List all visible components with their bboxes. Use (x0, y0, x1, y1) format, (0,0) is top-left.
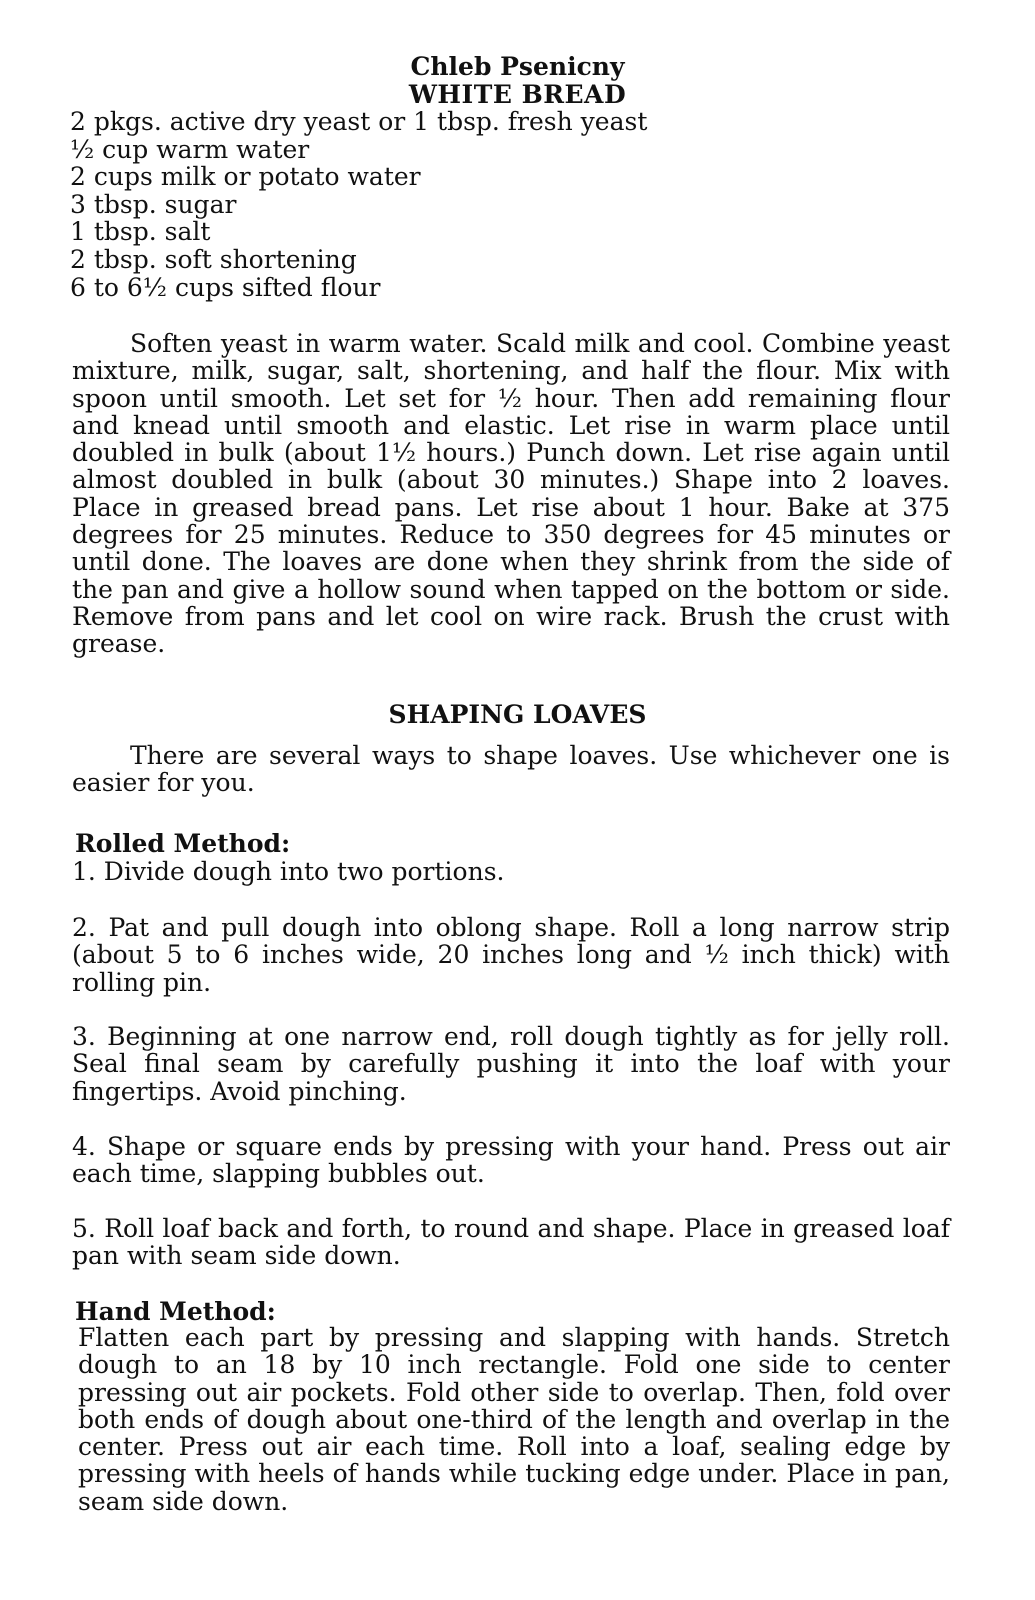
recipe-directions: Soften yeast in warm water. Scald milk and cool. Combine yeast mixture, milk, sugar, salt, shortening, and half the flour. Mix with spoon until smooth. Let set for ½ hour. Then add remaining flour and knead until smooth and elastic. Let rise in warm place until doubled in bulk (about 1½ hours.) Punch down. Let rise again until almost doubled in bulk (about 30 minutes.) Shape into 2 loaves. Place in greased bread pans. Let rise about 1 hour. Bake at 375 degrees for 25 minutes. Reduce to 350 degrees for 45 minutes or until done. The loaves are done when they shrink from the side of the pan and give a hollow sound when tapped on the bottom or side. Remove from pans and let cool on wire rack. Brush the crust with grease. (72, 329, 950, 659)
rolled-step: 5. Roll loaf back and forth, to round and shape. Place in greased loaf pan with seam side down. (72, 1214, 950, 1271)
ingredient-item: 1 tbsp. salt (70, 217, 211, 247)
rolled-step: 1. Divide dough into two portions. (72, 857, 505, 886)
ingredients-list (70, 108, 647, 301)
ingredient-item: ½ cup warm water (70, 134, 310, 164)
shaping-intro: There are several ways to shape loaves. Use whichever one is easier for you. (72, 741, 950, 798)
ingredient-item: 6 to 6½ cups sifted flour (70, 272, 381, 302)
ingredient-item: 3 tbsp. sugar (70, 189, 237, 219)
ingredient-item: 2 cups milk or potato water (70, 162, 421, 192)
rolled-method-heading: Rolled Method: (75, 829, 291, 858)
hand-method-text: Flatten each part by pressing and slapping with hands. Stretch dough to an 18 by 10 inch rectangle. Fold one side to center pressing out air pockets. Fold other side to overlap. Then, fold over both ends of dough about one-third of the length and overlap in the center. Press out air each time. Roll into a loaf, sealing edge by pressing with heels of hands while tucking edge under. Place in pan, seam side down. (78, 1323, 950, 1516)
ingredient-item: 2 pkgs. active dry yeast or 1 tbsp. fresh yeast (70, 107, 648, 136)
recipe-title-english: WHITE BREAD (408, 80, 627, 109)
rolled-step: 4. Shape or square ends by pressing with your hand. Press out air each time, slapping bubbles out. (72, 1132, 950, 1189)
ingredient-item: 2 tbsp. soft shortening (70, 244, 357, 274)
recipe-title-native: Chleb Psenicny (410, 52, 625, 81)
shaping-heading: SHAPING LOAVES (388, 700, 647, 729)
hand-method-heading: Hand Method: (75, 1297, 276, 1326)
rolled-step: 3. Beginning at one narrow end, roll dough tightly as for jelly roll. Seal final seam by carefully pushing it into the loaf with your fingertips. Avoid pinching. (72, 1022, 950, 1106)
rolled-step: 2. Pat and pull dough into oblong shape. Roll a long narrow strip (about 5 to 6 inches wide, 20 inches long and ½ inch thick) with rolling pin. (72, 913, 950, 997)
